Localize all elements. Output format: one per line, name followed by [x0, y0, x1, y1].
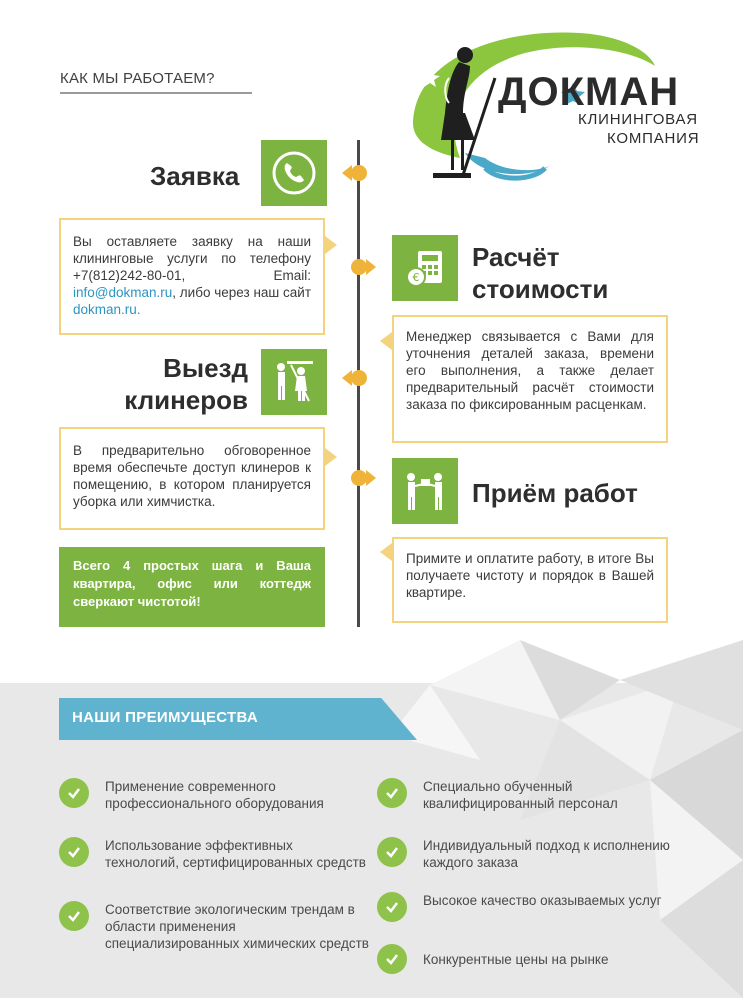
svg-text:€: € — [412, 271, 420, 284]
advantage-text: Специально обученный квалифицированный персонал — [423, 779, 618, 811]
check-icon — [59, 778, 89, 808]
step-1-text: Вы оставляете заявку на наши клининговые услуги по телефону +7(812)242-80-01, Email: — [73, 234, 311, 283]
cleaners-icon — [269, 357, 319, 407]
step-1-icon-box — [261, 140, 327, 206]
step-1-email-link[interactable]: info@dokman.ru — [73, 285, 173, 300]
step-2-title — [472, 241, 608, 305]
advantage-item — [377, 944, 677, 974]
step-1-site-link[interactable]: dokman.ru. — [73, 302, 141, 317]
step-4-box-pointer — [380, 543, 392, 561]
step-2-box-pointer — [380, 332, 392, 350]
step-3-description: В предварительно обговоренное время обеспечьте доступ клинеров к помещению, в котором планируется уборка или химчистка. — [59, 427, 325, 530]
step-3-title — [108, 352, 248, 416]
advantage-text: Применение современного профессионального оборудования — [105, 779, 324, 811]
step-4-description: Примите и оплатите работу, в итоге Вы получаете чистоту и порядок в Вашей квартире. — [392, 537, 668, 623]
step-4-title: Приём работ — [472, 478, 638, 508]
step-2-title-line1: Расчёт — [472, 242, 560, 272]
check-icon — [377, 837, 407, 867]
advantage-item — [59, 837, 369, 871]
calculator-icon — [402, 245, 448, 291]
timeline-dot-3 — [351, 370, 367, 386]
advantage-text: Соответствие экологическим трендам в области применения специализированных химических средств — [105, 902, 369, 951]
step-4-icon-box — [392, 458, 458, 524]
check-icon — [59, 901, 89, 931]
advantages-title: НАШИ ПРЕИМУЩЕСТВА — [72, 709, 259, 726]
section-title-how-we-work: КАК МЫ РАБОТАЕМ? — [60, 70, 215, 87]
title-underline — [60, 92, 252, 94]
step-2-icon-box — [392, 235, 458, 301]
advantage-item — [59, 778, 369, 812]
timeline-arrow-1 — [342, 165, 352, 181]
step-3-box-pointer — [325, 448, 337, 466]
check-icon — [377, 892, 407, 922]
advantage-text: Использование эффективных технологий, сертифицированных средств — [105, 838, 366, 870]
advantage-item — [59, 901, 369, 952]
phone-icon — [271, 150, 317, 196]
logo-name: ДОКМАН — [498, 70, 680, 114]
summary-banner: Всего 4 простых шага и Ваша квартира, офис или коттедж сверкают чистотой! — [59, 547, 325, 627]
timeline-dot-1 — [351, 165, 367, 181]
advantage-item — [377, 778, 677, 812]
step-1-box-pointer — [325, 236, 337, 254]
step-2-title-line2: стоимости — [472, 274, 609, 304]
advantage-item — [377, 892, 677, 922]
timeline-arrow-4 — [366, 470, 376, 486]
advantage-item — [377, 837, 677, 871]
step-1-title: Заявка — [150, 161, 240, 191]
timeline-arrow-2 — [366, 259, 376, 275]
check-icon — [377, 778, 407, 808]
timeline-arrow-3 — [342, 370, 352, 386]
step-1-description — [59, 218, 325, 335]
advantage-text: Конкурентные цены на рынке — [423, 952, 609, 967]
advantage-text: Индивидуальный подход к исполнению каждого заказа — [423, 838, 670, 870]
step-3-title-line1: Выезд — [163, 353, 248, 383]
check-icon — [59, 837, 89, 867]
step-2-description: Менеджер связывается с Вами для уточнения деталей заказа, времени его выполнения, а также делает предварительный расчёт стоимости заказа по фиксированным расценкам. — [392, 315, 668, 443]
logo-subtitle-line1: КЛИНИНГОВАЯ — [578, 111, 698, 128]
timeline-dot-2 — [351, 259, 367, 275]
check-icon — [377, 944, 407, 974]
handover-icon — [400, 466, 450, 516]
step-1-text-mid: , либо через наш сайт — [172, 285, 311, 300]
timeline-dot-4 — [351, 470, 367, 486]
step-3-title-line2: клинеров — [124, 385, 248, 415]
step-3-icon-box — [261, 349, 327, 415]
advantage-text: Высокое качество оказываемых услуг — [423, 893, 662, 908]
logo-subtitle-line2: КОМПАНИЯ — [607, 130, 700, 147]
